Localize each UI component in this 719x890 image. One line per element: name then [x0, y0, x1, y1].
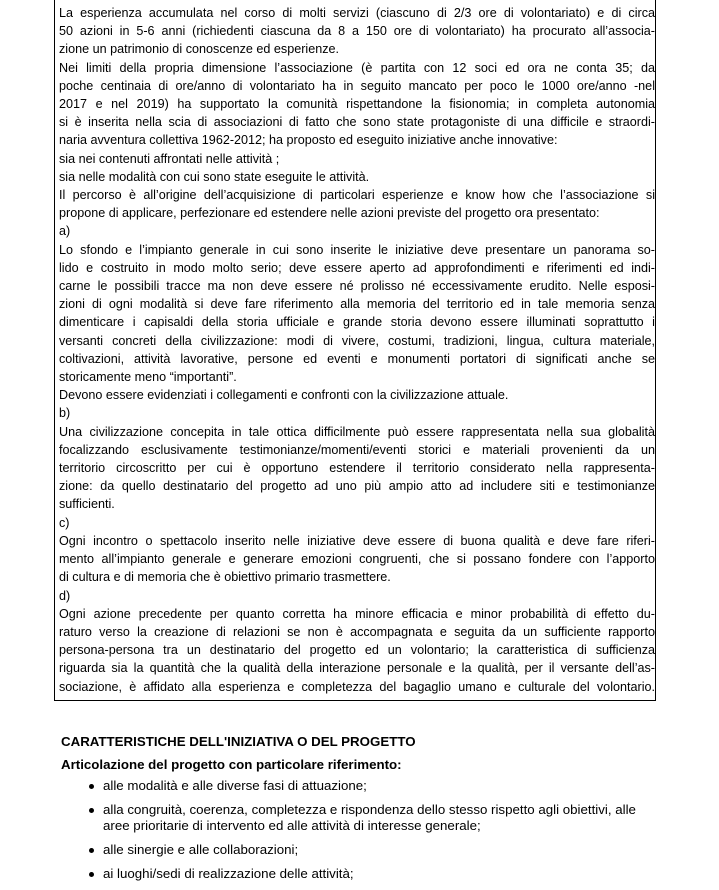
text-line: territorio circoscritto per cui è opportuno estendere il territorio considerato nella rappresenta- — [59, 461, 655, 476]
text-line: naria avventura collettiva 1962-2012; ha proposto ed eseguito iniziative anche innovative: — [59, 133, 558, 148]
text-line: a) — [59, 224, 71, 239]
project-description-text — [59, 4, 655, 696]
list-item-text: alle sinergie e alle collaborazioni; — [103, 842, 299, 857]
list-item — [61, 802, 661, 834]
text-line: sufficienti. — [59, 497, 115, 512]
text-line: sociazione, è affidato alla esperienza e completezza del bagaglio umano e culturale del volontario. — [59, 679, 655, 694]
text-line: dimenticare i capisaldi della storia ufficiale e grande storia devono essere illuminati soprattutto i — [59, 315, 655, 330]
text-line: carne le possibili tracce ma non deve essere né prolisso né eccessivamente erudito. Nelle esposi- — [59, 279, 655, 294]
text-line: coltivazioni, attività lavorative, persone ed eventi e monumenti portatori di significati anche se — [59, 351, 655, 366]
bullet-icon — [89, 848, 94, 853]
list-item-text: alle modalità e alle diverse fasi di attuazione; — [103, 778, 367, 793]
text-line: sia nei contenuti affrontati nelle attività ; — [59, 151, 280, 166]
text-line: focalizzando esclusivamente testimonianze/momenti/eventi storici e materiali provenienti da un — [59, 442, 655, 457]
text-line: sia nelle modalità con cui sono state eseguite le attività. — [59, 169, 370, 184]
text-line: zione: da quello destinatario del progetto ad uno più ampio atto ad includere siti e testimonianze — [59, 479, 655, 494]
text-line: Ogni incontro o spettacolo inserito nelle iniziative deve essere di buona qualità e deve fare riferi- — [59, 533, 655, 548]
list-item — [61, 842, 661, 858]
text-line: 2017 e nel 2019) ha supportato la comunità rispettandone la fisionomia; in completa autonomia — [59, 97, 655, 112]
text-line: mento all’impianto generale e generare emozioni congruenti, che si possano fondere con l’apporto — [59, 552, 655, 567]
text-line: Ogni azione precedente per quanto corretta ha minore efficacia e minor probabilità di effetto du- — [59, 606, 655, 621]
text-line: zione un patrimonio di conoscenze ed esperienze. — [59, 42, 340, 57]
text-line: lido e costruito in modo molto serio; deve essere aperto ad approfondimenti e riferimenti ed indi- — [59, 260, 655, 275]
text-line: raturo verso la creazione di relazioni se non è accompagnata e seguita da un sufficiente rapporto — [59, 624, 655, 639]
text-line: c) — [59, 515, 70, 530]
text-line: zioni di ogni modalità si deve fare riferimento alla memoria del territorio ed in tale memoria senza — [59, 297, 655, 312]
text-line: si è inserita nella scia di associazioni di fatto che sono state protagoniste di una difficile e straordi- — [59, 115, 655, 130]
criteria-list — [61, 778, 661, 890]
bullet-icon — [89, 872, 94, 877]
text-line: storicamente meno “importanti”. — [59, 370, 237, 385]
list-item — [61, 778, 661, 794]
text-line: versanti concreti della civilizzazione: modi di vivere, costumi, tradizioni, lingua, cultura materiale, — [59, 333, 655, 348]
bullet-icon — [89, 784, 94, 789]
list-item-text: ai luoghi/sedi di realizzazione delle attività; — [103, 866, 354, 881]
list-item-text: alla congruità, coerenza, completezza e rispondenza dello stesso rispetto agli obiettivi, alle aree prioritarie di intervento ed alle attività di interesse generale; — [103, 802, 636, 833]
text-line: Il percorso è all’origine dell’acquisizione di particolari esperienze e know how che l’associazione si — [59, 188, 655, 203]
text-line: Devono essere evidenziati i collegamenti e confronti con la civilizzazione attuale. — [59, 388, 509, 403]
list-item — [61, 866, 661, 882]
text-line: La esperienza accumulata nel corso di molti servizi (ciascuno di 2/3 ore di volontariato) e di circa — [59, 6, 655, 20]
text-line: Lo sfondo e l’impianto generale in cui sono inserite le iniziative deve presentare un panorama so- — [59, 242, 655, 257]
text-line: di cultura e di memoria che è obiettivo primario trasmettere. — [59, 570, 391, 585]
text-line: riguarda sia la quantità che la qualità della interazione personale e la qualità, per il versante dell’as- — [59, 661, 655, 676]
text-line: b) — [59, 406, 71, 421]
section-heading: CARATTERISTICHE DELL'INIZIATIVA O DEL PROGETTO — [61, 734, 416, 749]
text-line: Nei limiti della propria dimensione l’associazione (è partita con 12 soci ed ora ne conta 35; da — [59, 60, 655, 75]
text-line: d) — [59, 588, 71, 603]
text-line: poche centinaia di ore/anno di volontariato ha in seguito mancato per poco le 1000 ore/anno -nel — [59, 78, 655, 93]
section-subheading: Articolazione del progetto con particolare riferimento: — [61, 757, 402, 772]
text-line: persona-persona tra un destinatario del progetto ed un volontario; la caratteristica di sufficienza — [59, 643, 655, 658]
text-line: propone di applicare, perfezionare ed estendere nelle azioni previste del progetto ora presentato: — [59, 206, 600, 221]
bullet-icon — [89, 808, 94, 813]
text-line: 50 azioni in 5-6 anni (richiedenti ciascuna da 8 a 150 ore di volontariato) ha procurato all’associa- — [59, 24, 655, 39]
text-line: Una civilizzazione concepita in tale ottica difficilmente può essere rappresentata nella sua globalità — [59, 424, 655, 439]
